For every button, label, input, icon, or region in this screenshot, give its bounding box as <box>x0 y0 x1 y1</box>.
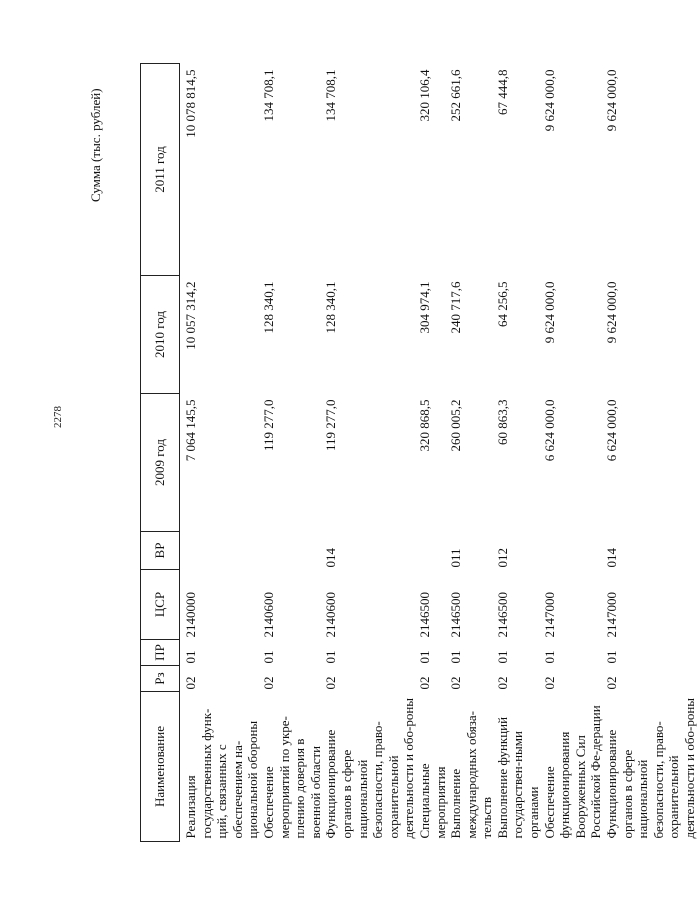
row-2010: 9 624 000,0 <box>604 281 620 344</box>
row-csr: 2147000 <box>541 592 557 638</box>
row-csr: 2146500 <box>448 592 464 638</box>
budget-table-rotated <box>140 64 697 842</box>
row-rz: 02 <box>541 676 557 690</box>
row-rz: 02 <box>604 676 620 690</box>
row-vr <box>417 532 448 570</box>
row-csr: 2146500 <box>416 592 432 638</box>
row-2009: 6 624 000,0 <box>604 399 620 462</box>
row-vr: 012 <box>494 548 510 568</box>
row-csr: 2140600 <box>260 592 276 638</box>
row-name: Функционирование органов в сфере национальной безопасности, право-охранительной деятельности и обо-роны <box>604 697 697 839</box>
header-2010: 2010 год <box>141 276 180 394</box>
row-2011: 134 708,1 <box>260 69 276 122</box>
row-name: Обеспечение функционирования Вооруженных Сил Российской Фе-дерации <box>541 705 604 839</box>
row-csr: 2146500 <box>494 592 510 638</box>
table-row <box>417 64 448 842</box>
row-2011: 10 078 814,5 <box>183 69 198 138</box>
row-pr: 01 <box>604 650 620 664</box>
row-pr: 01 <box>541 650 557 664</box>
row-vr: 014 <box>604 548 620 568</box>
table-row <box>448 64 495 842</box>
row-csr: 2140000 <box>183 592 198 638</box>
row-2009: 320 868,5 <box>416 399 432 452</box>
table-row <box>495 64 542 842</box>
page-number: 2278 <box>52 406 64 428</box>
row-2011: 9 624 000,0 <box>541 69 557 132</box>
header-pr: ПР <box>141 640 180 666</box>
row-vr: 011 <box>448 548 464 568</box>
row-csr: 2140600 <box>323 592 339 638</box>
row-2010: 304 974,1 <box>416 281 432 334</box>
row-2010: 10 057 314,2 <box>183 281 198 350</box>
row-rz: 02 <box>448 676 464 690</box>
header-2009: 2009 год <box>141 394 180 532</box>
row-pr: 01 <box>260 650 276 664</box>
row-pr: 01 <box>448 650 464 664</box>
header-row <box>141 64 180 842</box>
row-2010: 128 340,1 <box>323 281 339 334</box>
table-row <box>180 64 261 842</box>
row-rz: 02 <box>260 676 276 690</box>
row-2011: 320 106,4 <box>416 69 432 122</box>
row-name: Выполнение функций государствен-ными органами <box>494 716 542 839</box>
header-2011: 2011 год <box>141 64 180 276</box>
row-rz: 02 <box>416 676 432 690</box>
header-csr: ЦСР <box>141 570 180 640</box>
row-name: Реализация государственных функ-ций, связанных с обеспечением на-циональной обороны <box>183 708 261 839</box>
row-rz: 02 <box>323 676 339 690</box>
row-2009: 119 277,0 <box>260 399 276 452</box>
table-row <box>604 64 698 842</box>
row-2010: 240 717,6 <box>448 281 464 334</box>
row-2011: 9 624 000,0 <box>604 69 620 132</box>
row-pr: 01 <box>323 650 339 664</box>
row-2011: 134 708,1 <box>323 69 339 122</box>
row-2010: 9 624 000,0 <box>541 281 557 344</box>
table-row <box>542 64 604 842</box>
row-pr: 01 <box>183 650 198 664</box>
header-vr: ВР <box>141 532 180 570</box>
units-label: Сумма (тыс. рублей) <box>88 88 103 202</box>
row-rz: 02 <box>183 676 198 690</box>
row-csr: 2147000 <box>604 592 620 638</box>
row-vr: 014 <box>323 548 339 568</box>
row-name: Выполнение международных обяза-тельств <box>448 710 495 839</box>
row-2010: 64 256,5 <box>494 281 510 327</box>
row-name: Функционирование органов в сфере национальной безопасности, право-охранительной деятельности и обо-роны <box>323 697 417 839</box>
row-vr <box>180 532 261 570</box>
row-2009: 7 064 145,5 <box>183 399 198 462</box>
row-rz: 02 <box>494 676 510 690</box>
row-2011: 252 661,6 <box>448 69 464 122</box>
header-name: Наименование <box>141 692 180 842</box>
row-name: Обеспечение мероприятий по укре-плению доверия в военной области <box>260 716 323 839</box>
row-name: Специальные мероприятия <box>416 763 448 839</box>
row-2009: 119 277,0 <box>323 399 339 452</box>
row-vr <box>261 532 323 570</box>
header-rz: Рз <box>141 666 180 692</box>
row-pr: 01 <box>494 650 510 664</box>
row-2011: 67 444,8 <box>494 69 510 115</box>
row-2009: 260 005,2 <box>448 399 464 452</box>
row-2009: 60 863,3 <box>494 399 510 445</box>
table-row <box>323 64 417 842</box>
row-vr <box>542 532 604 570</box>
budget-table <box>140 63 698 842</box>
row-2010: 128 340,1 <box>260 281 276 334</box>
row-2009: 6 624 000,0 <box>541 399 557 462</box>
row-pr: 01 <box>416 650 432 664</box>
table-row <box>261 64 323 842</box>
